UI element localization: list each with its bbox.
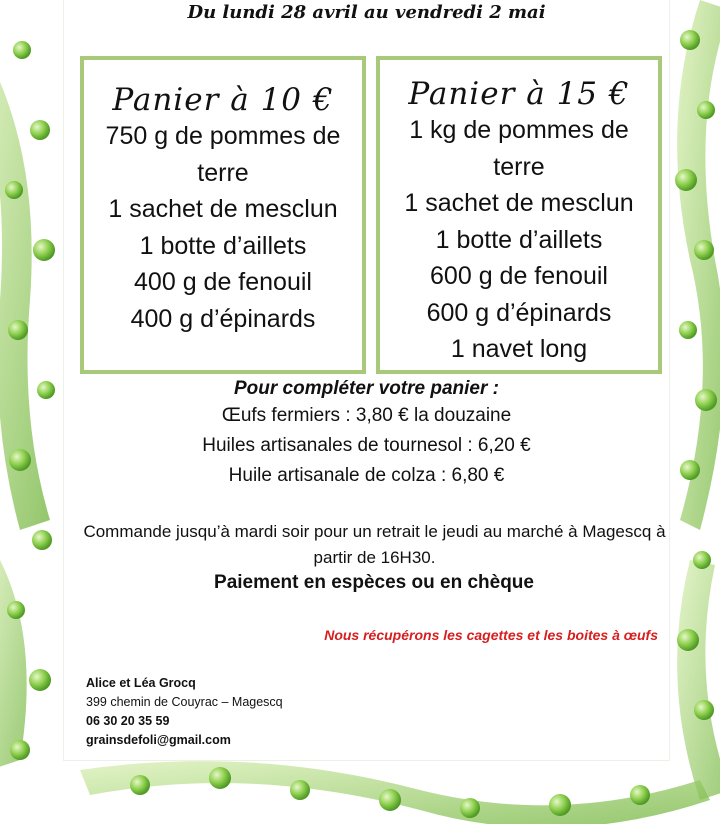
extras-item: Huile artisanale de colza : 6,80 € <box>228 465 505 486</box>
extras-item: Œufs fermiers : 3,80 € la douzaine <box>221 405 512 426</box>
basket-item: 1 botte d’aillets <box>435 225 603 254</box>
payment-methods: Paiement en espèces ou en chèque <box>214 572 534 593</box>
order-info: Commande jusqu’à mardi soir pour un retrait le jeudi au marché à Magescq à partir de 16H30. <box>83 522 666 567</box>
contact-phone: 06 30 20 35 59 <box>86 714 170 728</box>
extras-item: Huiles artisanales de tournesol : 6,20 € <box>202 435 531 456</box>
contact-names: Alice et Léa Grocq <box>86 676 196 690</box>
extras-section <box>64 377 669 491</box>
contact-block <box>86 674 283 750</box>
basket-item: 400 g de fenouil <box>134 268 312 296</box>
basket-item: 1 navet long <box>450 335 588 363</box>
basket-title: Panier à 10 € <box>112 82 334 118</box>
contact-address: 399 chemin de Couyrac – Magescq <box>86 695 283 709</box>
basket-item: 1 kg de pommes de terre <box>409 116 629 181</box>
date-range: Du lundi 28 avril au vendredi 2 mai <box>187 2 546 23</box>
basket-item: 1 sachet de mesclun <box>404 189 634 217</box>
crates-notice: Nous récupérons les cagettes et les boites à œufs <box>324 627 658 643</box>
extras-title: Pour compléter votre panier : <box>233 378 499 399</box>
basket-item: 1 sachet de mesclun <box>108 195 338 223</box>
basket-item: 400 g d’épinards <box>130 304 316 333</box>
basket-10-box <box>80 56 366 374</box>
basket-item: 600 g d’épinards <box>426 298 612 327</box>
basket-item: 750 g de pommes de terre <box>105 122 341 187</box>
basket-item: 600 g de fenouil <box>430 262 608 290</box>
basket-item: 1 botte d’aillets <box>139 231 307 260</box>
basket-items <box>84 118 362 337</box>
basket-title: Panier à 15 € <box>408 76 630 112</box>
basket-15-box <box>376 56 662 374</box>
contact-email: grainsdefoli@gmail.com <box>86 733 231 747</box>
basket-items <box>380 112 658 368</box>
